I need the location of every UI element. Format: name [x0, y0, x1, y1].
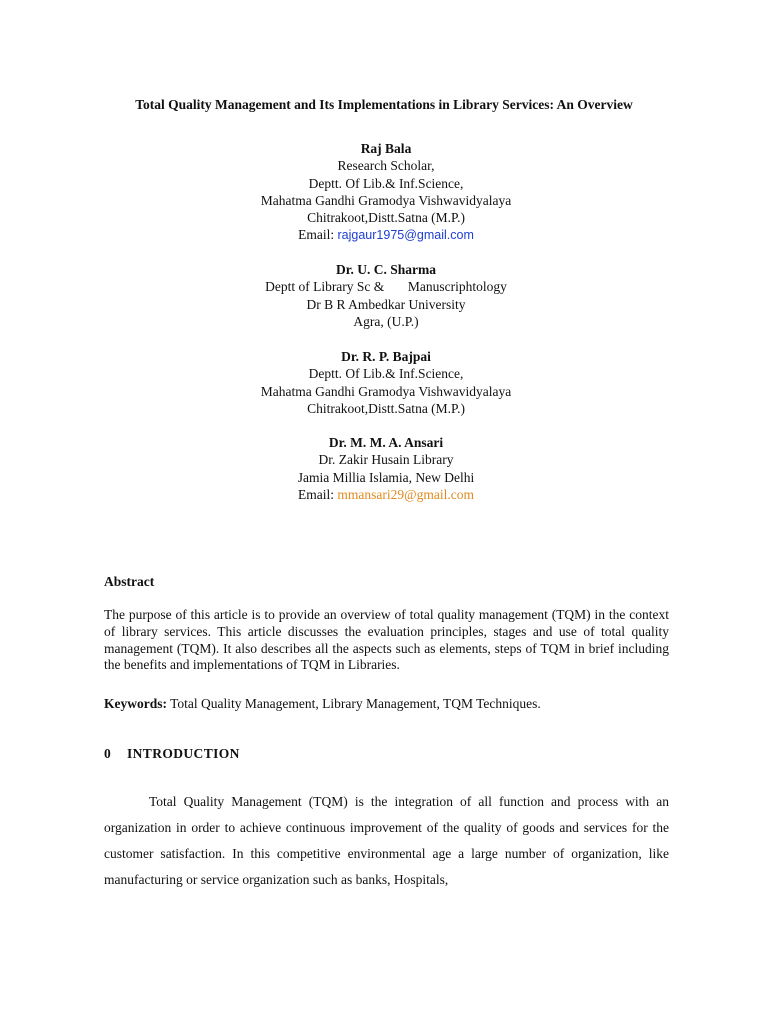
author-block-uc-sharma — [0, 261, 768, 330]
author-email-line — [0, 486, 768, 503]
section-title: INTRODUCTION — [127, 746, 240, 761]
email-link[interactable]: rajgaur1975@gmail.com — [337, 228, 474, 243]
author-name: Dr. R. P. Bajpai — [341, 349, 431, 364]
author-name: Dr. M. M. A. Ansari — [328, 435, 444, 450]
author-affiliation-line: Chitrakoot,Distt.Satna (M.P.) — [307, 400, 465, 416]
author-affiliation-line: Mahatma Gandhi Gramodya Vishwavidyalaya — [260, 192, 512, 208]
keywords-label: Keywords: — [104, 696, 167, 711]
keywords-line — [104, 695, 669, 713]
author-name: Raj Bala — [360, 141, 412, 156]
author-affiliation-line: Research Scholar, — [337, 158, 435, 174]
author-affiliation-line: Mahatma Gandhi Gramodya Vishwavidyalaya — [260, 383, 512, 399]
abstract-body: The purpose of this article is to provide an overview of total quality management (TQM) in the context of library services. This article discusses the evaluation principles, stages and use of total quality management (TQM). It also describes all the aspects such as elements, steps of TQM in brief including the benefits and implementations of TQM in Libraries. — [104, 607, 669, 673]
email-link[interactable]: mmansari29@gmail.com — [337, 486, 474, 502]
email-label: Email: — [298, 227, 338, 243]
author-affiliation-line: Deptt. Of Lib.& Inf.Science, — [308, 366, 464, 382]
author-affiliation-line: Deptt of Library Sc & Manuscriphtology — [265, 279, 507, 295]
author-affiliation-line: Dr B R Ambedkar University — [306, 296, 466, 312]
author-affiliation-line: Deptt. Of Lib.& Inf.Science, — [308, 175, 464, 191]
introduction-body: Total Quality Management (TQM) is the integration of all function and process with an organization in order to achieve continuous improvement of the quality of goods and services for the customer satisfaction. In this competitive environmental age a large number of organization, like manufacturing or service organization such as banks, Hospitals, — [104, 794, 669, 887]
author-affiliation-line: Chitrakoot,Distt.Satna (M.P.) — [307, 210, 465, 226]
section-number: 0 — [104, 746, 112, 761]
section-heading — [104, 745, 240, 763]
paper-title: Total Quality Management and Its Implementations in Library Services: An Overview — [135, 97, 633, 112]
keywords-text: Total Quality Management, Library Management, TQM Techniques. — [167, 696, 541, 711]
author-affiliation-line: Dr. Zakir Husain Library — [318, 452, 454, 468]
author-affiliation-line: Agra, (U.P.) — [353, 313, 419, 329]
author-block-raj-bala — [0, 140, 768, 245]
email-label: Email: — [298, 486, 338, 502]
author-block-mma-ansari — [0, 434, 768, 503]
author-block-rp-bajpai — [0, 348, 768, 417]
author-name: Dr. U. C. Sharma — [335, 262, 436, 277]
author-email-line — [0, 226, 768, 244]
author-affiliation-line: Jamia Millia Islamia, New Delhi — [297, 469, 475, 485]
abstract-heading: Abstract — [104, 574, 155, 589]
